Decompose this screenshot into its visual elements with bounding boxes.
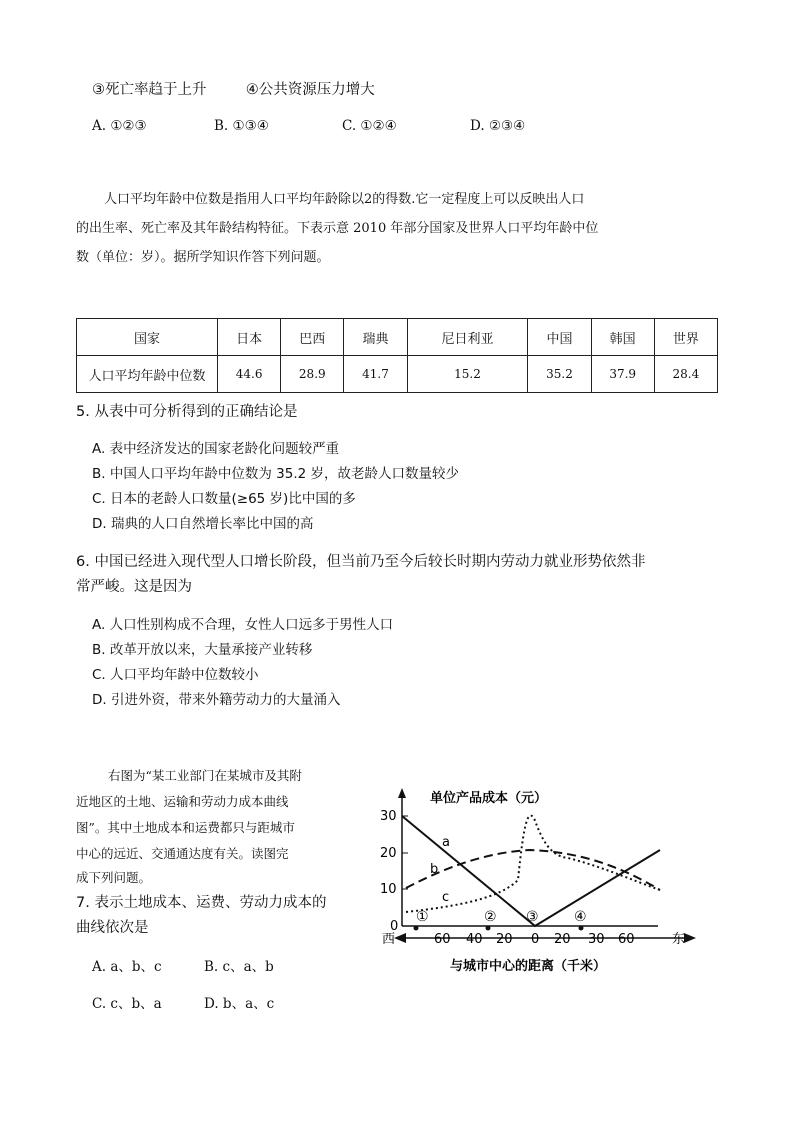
cost-curve-chart — [370, 780, 700, 980]
x-tick-label: 40 — [466, 932, 483, 947]
q5-option-d[interactable]: D. 瑞典的人口自然增长率比中国的高 — [92, 516, 314, 532]
x-axis-label: 与城市中心的距离（千米） — [450, 959, 607, 974]
item-3: ③死亡率趋于上升 — [92, 82, 207, 98]
y-tick-label: 10 — [380, 882, 397, 897]
q6-option-b[interactable]: B. 改革开放以来，大量承接产业转移 — [92, 642, 313, 658]
row-label: 人口平均年龄中位数 — [77, 356, 218, 393]
table-row — [77, 356, 718, 393]
west-label: 西 — [382, 932, 396, 947]
q5-stem: 5. 从表中可分析得到的正确结论是 — [76, 404, 298, 420]
header-cell: 国家 — [77, 319, 218, 356]
y-tick-label: 0 — [390, 919, 399, 934]
value-cell: 35.2 — [528, 356, 591, 393]
x-tick-label: 20 — [496, 932, 513, 947]
point-4-dot — [579, 926, 584, 931]
curve-c-label: c — [442, 890, 450, 905]
option-d[interactable]: D. ②③④ — [470, 118, 526, 134]
point-1-dot — [414, 926, 419, 931]
q7-intro-line-1: 右图为“某工业部门在某城市及其附 — [108, 768, 302, 783]
q7-intro-line-3: 图”。其中土地成本和运费都只与距城市 — [76, 820, 295, 835]
value-cell: 37.9 — [591, 356, 654, 393]
header-cell: 韩国 — [591, 319, 654, 356]
q5-option-a[interactable]: A. 表中经济发达的国家老龄化问题较严重 — [92, 441, 340, 457]
q5-option-b[interactable]: B. 中国人口平均年龄中位数为 35.2 岁，故老龄人口数量较少 — [92, 466, 459, 482]
q7-option-d[interactable]: D. b、a、c — [204, 996, 275, 1012]
curve-b-label: b — [430, 862, 439, 877]
header-cell: 巴西 — [281, 319, 344, 356]
q7-option-c[interactable]: C. c、b、a — [92, 996, 162, 1012]
q7-options-row-1 — [92, 955, 274, 975]
y-axis-arrow — [398, 788, 406, 798]
header-cell: 中国 — [528, 319, 591, 356]
x-tick-label: 20 — [554, 932, 571, 947]
item-line — [92, 78, 375, 99]
intro-line-2: 的出生率、死亡率及其年龄结构特征。下表示意 2010 年部分国家及世界人口平均年龄中位 — [76, 221, 599, 236]
x-tick-label: 30 — [588, 932, 605, 947]
y-tick-label: 30 — [380, 809, 397, 824]
header-cell: 日本 — [218, 319, 281, 356]
value-cell: 44.6 — [218, 356, 281, 393]
q6-option-c[interactable]: C. 人口平均年龄中位数较小 — [92, 667, 259, 683]
option-a[interactable]: A. ①②③ — [92, 118, 147, 134]
table-header-row — [77, 319, 718, 356]
q7-stem-line-1: 7. 表示土地成本、运费、劳动力成本的 — [76, 895, 327, 911]
y-axis-label: 单位产品成本（元） — [430, 791, 548, 806]
value-cell: 28.4 — [654, 356, 717, 393]
x-tick-label: 60 — [434, 932, 451, 947]
point-3-label: ③ — [526, 909, 539, 925]
point-1-label: ① — [416, 909, 429, 925]
intro-line-1: 人口平均年龄中位数是指用人口平均年龄除以2的得数.它一定程度上可以反映出人口 — [104, 192, 585, 207]
q7-option-a[interactable]: A. a、b、c — [92, 959, 162, 975]
x-tick-label: 60 — [618, 932, 635, 947]
intro-line-3: 数（单位：岁）。据所学知识作答下列问题。 — [76, 250, 330, 265]
q5-option-c[interactable]: C. 日本的老龄人口数量(≥65 岁)比中国的多 — [92, 491, 356, 507]
item-4: ④公共资源压力增大 — [245, 82, 375, 98]
q6-stem-line-2: 常严峻。这是因为 — [76, 579, 192, 595]
header-cell: 瑞典 — [344, 319, 407, 356]
option-c[interactable]: C. ①②④ — [342, 118, 397, 134]
q7-stem-line-2: 曲线依次是 — [76, 920, 149, 936]
west-arrow — [394, 933, 406, 943]
value-cell: 28.9 — [281, 356, 344, 393]
value-cell: 15.2 — [407, 356, 528, 393]
q7-intro-line-5: 成下列问题。 — [76, 870, 152, 885]
q6-option-a[interactable]: A. 人口性别构成不合理，女性人口远多于男性人口 — [92, 617, 394, 633]
q6-stem-line-1: 6. 中国已经进入现代型人口增长阶段，但当前乃至今后较长时期内劳动力就业形势依然非 — [76, 554, 646, 570]
y-tick-label: 20 — [380, 846, 397, 861]
point-4-label: ④ — [574, 909, 587, 925]
q7-intro-line-2: 近地区的土地、运输和劳动力成本曲线 — [76, 794, 289, 809]
header-cell: 世界 — [654, 319, 717, 356]
q6-option-d[interactable]: D. 引进外资，带来外籍劳动力的大量涌入 — [92, 692, 341, 708]
value-cell: 41.7 — [344, 356, 407, 393]
point-2-label: ② — [484, 909, 497, 925]
q4-options — [92, 118, 525, 134]
curve-a-label: a — [442, 835, 450, 850]
point-2-dot — [486, 926, 491, 931]
q7-intro-line-4: 中心的远近、交通通达度有关。读图完 — [76, 846, 289, 861]
header-cell: 尼日利亚 — [407, 319, 528, 356]
age-median-table — [76, 318, 718, 393]
east-arrow — [684, 933, 696, 943]
east-label: 东 — [672, 932, 686, 947]
x-tick-label: 0 — [531, 932, 540, 947]
curve-b — [406, 850, 660, 890]
q7-options-row-2 — [92, 992, 274, 1012]
option-b[interactable]: B. ①③④ — [214, 118, 269, 134]
q7-option-b[interactable]: B. c、a、b — [204, 959, 274, 975]
